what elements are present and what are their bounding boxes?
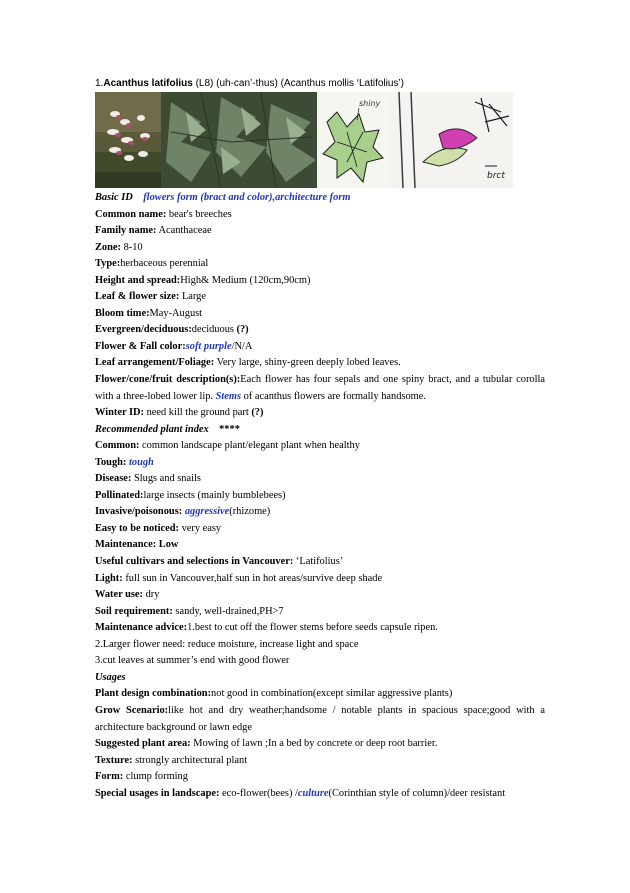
field-common: Common: common landscape plant/elegant plant when healthy (95, 440, 360, 452)
advice-line-3: 3.cut leaves at summer’s end with good flower (95, 655, 290, 667)
field-maintenance: Maintenance: Low (95, 539, 179, 551)
basic-id-forms: flowers form (bract and color),architecture form (143, 192, 351, 203)
title-number: 1. (95, 78, 104, 89)
flower-sketch (389, 92, 513, 188)
basic-id-label: Basic ID (95, 192, 133, 203)
field-tough: Tough: tough (95, 456, 154, 468)
recommended-row (95, 422, 545, 439)
field-water: Water use: dry (95, 589, 160, 601)
foliage-photo (161, 92, 317, 188)
title-rest: (L8) (uh-can’-thus) (Acanthus mollis ‘Latifolius’) (192, 78, 404, 89)
sketch-label-brct: brct (487, 171, 505, 181)
field-texture: Texture: strongly architectural plant (95, 754, 248, 766)
recommended-stars: **** (219, 423, 240, 435)
field-bloom: Bloom time:May-August (95, 307, 203, 319)
sketch-label-shiny: shiny (359, 99, 381, 108)
field-easy-noticed: Easy to be noticed: very easy (95, 522, 222, 534)
usages-heading: Usages (95, 671, 126, 683)
field-zone: Zone: 8-10 (95, 241, 143, 253)
field-disease: Disease: Slugs and snails (95, 473, 201, 485)
basic-id-row (95, 190, 545, 207)
field-maintenance-advice: Maintenance advice:1.best to cut off the flower stems before seeds capsule ripen. (95, 622, 438, 634)
field-type: Type:herbaceous perennial (95, 258, 209, 270)
field-pollinated: Pollinated:large insects (mainly bumblebees) (95, 489, 286, 501)
leaf-sketch (317, 92, 389, 188)
field-common-name: Common name: bear's breeches (95, 208, 232, 220)
field-family-name: Family name: Acanthaceae (95, 225, 212, 237)
field-cultivars: Useful cultivars and selections in Vancouver: ‘Latifolius’ (95, 556, 344, 568)
field-soil: Soil requirement: sandy, well-drained,PH>7 (95, 605, 284, 617)
field-leaf-arrangement: Leaf arrangement/Foliage: Very large, shiny-green deeply lobed leaves. (95, 357, 401, 369)
field-form: Form: clump forming (95, 771, 188, 783)
plant-title (95, 77, 545, 90)
recommended-label: Recommended plant index (95, 423, 209, 435)
photo-strip (95, 92, 545, 188)
document-page (95, 77, 545, 802)
field-light: Light: full sun in Vancouver,half sun in hot areas/survive deep shade (95, 572, 383, 584)
field-flower-description: Flower/cone/fruit description(s):Each flower has four sepals and one spiny bract, and a tubular corolla with a three-lobed lower lip. Stems of acanthus flowers are formally handsome. (95, 374, 546, 402)
flower-photo (95, 92, 161, 188)
field-invasive: Invasive/poisonous: aggressive(rhizome) (95, 506, 271, 518)
plant-name: Acanthus latifolius (103, 78, 193, 89)
field-flower-fall: Flower & Fall color:soft purple/N/A (95, 340, 253, 352)
field-plant-area: Suggested plant area: Mowing of lawn ;In a bed by concrete or deep root barrier. (95, 738, 438, 750)
field-special-usages: Special usages in landscape: eco-flower(bees) /culture(Corinthian style of column)/deer resistant (95, 787, 506, 799)
field-winter-id: Winter ID: need kill the ground part (?) (95, 407, 264, 419)
field-grow-scenario: Grow Scenario:like hot and dry weather;handsome / notable plants in spacious space;good with a architecture background or lawn edge (95, 704, 545, 733)
field-height: Height and spread:High& Medium (120cm,90cm) (95, 274, 311, 286)
field-combination: Plant design combination:not good in combination(except similar aggressive plants) (95, 688, 453, 700)
field-leaf-flower-size: Leaf & flower size: Large (95, 291, 206, 303)
advice-line-2: 2.Larger flower need: reduce moisture, increase light and space (95, 638, 359, 650)
field-evergreen: Evergreen/deciduous:deciduous (?) (95, 324, 249, 336)
